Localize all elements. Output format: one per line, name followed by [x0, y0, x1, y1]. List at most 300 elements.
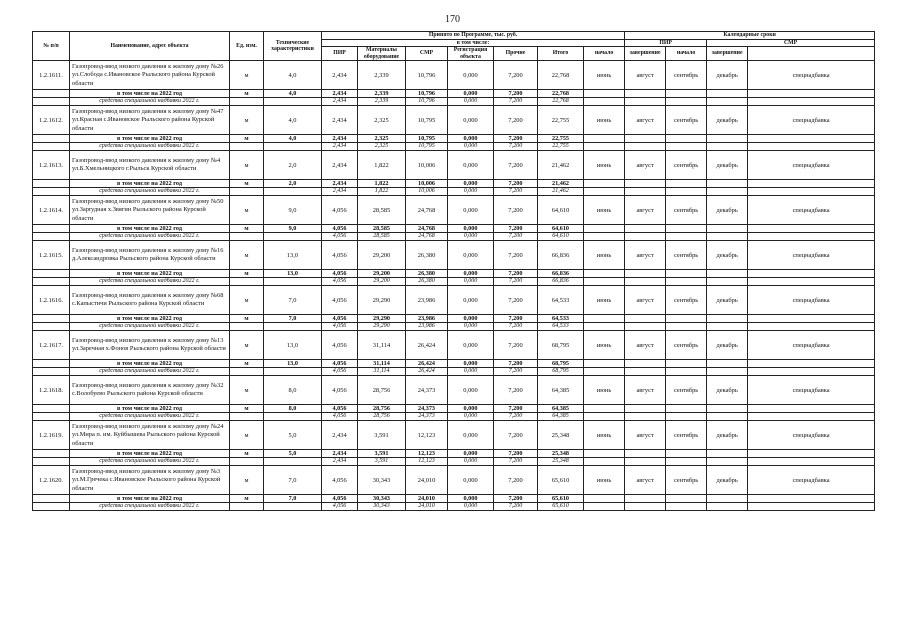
spec-tech	[264, 503, 322, 511]
incl-pir-start	[584, 135, 625, 143]
incl-smr: 10,796	[406, 90, 448, 98]
incl-label: в том числе на 2022 год	[70, 270, 230, 278]
incl-reg: 0,000	[448, 450, 494, 458]
row-unit: м	[230, 151, 264, 180]
incl-tech: 8,0	[264, 405, 322, 413]
incl-num	[33, 180, 70, 188]
spec-2022-row	[33, 503, 875, 511]
incl-2022-row	[33, 360, 875, 368]
spec-2022-row	[33, 368, 875, 376]
row-source: спецнадбавка	[748, 241, 875, 270]
incl-tech: 4,0	[264, 90, 322, 98]
spec-num	[33, 188, 70, 196]
row-name: Газопровод-ввод низкого давления к жилому дому №4 ул.Б.Хмельницкого г.Рыльск Курской области	[70, 151, 230, 180]
incl-tech: 7,0	[264, 315, 322, 323]
incl-reg: 0,000	[448, 180, 494, 188]
row-unit: м	[230, 376, 264, 405]
header-name: Наименование, адрес объекта	[70, 32, 230, 61]
spec-smr: 26,424	[406, 368, 448, 376]
incl-unit: м	[230, 360, 264, 368]
incl-pir-end	[625, 360, 666, 368]
row-smr-start: сентябрь	[666, 151, 707, 180]
incl-smr-end	[707, 450, 748, 458]
row-source: спецнадбавка	[748, 106, 875, 135]
spec-smr: 24,768	[406, 233, 448, 241]
spec-materials: 29,200	[358, 278, 406, 286]
incl-smr: 12,123	[406, 450, 448, 458]
spec-unit	[230, 458, 264, 466]
spec-2022-row	[33, 323, 875, 331]
incl-materials: 2,339	[358, 90, 406, 98]
row-pir: 4,056	[322, 241, 358, 270]
row-source: спецнадбавка	[748, 151, 875, 180]
spec-other: 7,200	[494, 368, 538, 376]
spec-materials: 30,343	[358, 503, 406, 511]
row-source: спецнадбавка	[748, 376, 875, 405]
spec-other: 7,200	[494, 458, 538, 466]
row-unit: м	[230, 241, 264, 270]
incl-label: в том числе на 2022 год	[70, 360, 230, 368]
incl-pir-start	[584, 360, 625, 368]
spec-tech	[264, 458, 322, 466]
spec-smr-start	[666, 98, 707, 106]
incl-smr: 26,424	[406, 360, 448, 368]
object-row	[33, 376, 875, 405]
spec-smr: 26,380	[406, 278, 448, 286]
row-other: 7,200	[494, 286, 538, 315]
incl-materials: 31,114	[358, 360, 406, 368]
row-total: 66,836	[538, 241, 584, 270]
row-pir-end: август	[625, 106, 666, 135]
spec-other: 7,200	[494, 503, 538, 511]
spec-smr-start	[666, 503, 707, 511]
incl-reg: 0,000	[448, 270, 494, 278]
header-cal-smr: СМР	[707, 39, 875, 47]
row-name: Газопровод-ввод низкого давления к жилому дому №50 ул.Заprудная х.Звягин Рыльского района Курской области	[70, 196, 230, 225]
row-pir: 4,056	[322, 286, 358, 315]
spec-reg: 0,000	[448, 233, 494, 241]
incl-reg: 0,000	[448, 495, 494, 503]
spec-pir-start	[584, 413, 625, 421]
spec-num	[33, 503, 70, 511]
row-pir-end: август	[625, 151, 666, 180]
row-tech: 9,0	[264, 196, 322, 225]
spec-source	[748, 98, 875, 106]
spec-pir-end	[625, 323, 666, 331]
incl-smr: 10,006	[406, 180, 448, 188]
spec-unit	[230, 98, 264, 106]
row-reg: 0,000	[448, 376, 494, 405]
row-smr: 26,424	[406, 331, 448, 360]
incl-label: в том числе на 2022 год	[70, 90, 230, 98]
incl-pir-end	[625, 495, 666, 503]
incl-source	[748, 90, 875, 98]
incl-unit: м	[230, 270, 264, 278]
incl-total: 64,533	[538, 315, 584, 323]
header-pir: ПИР	[322, 47, 358, 61]
object-row	[33, 106, 875, 135]
row-total: 64,533	[538, 286, 584, 315]
spec-other: 7,200	[494, 413, 538, 421]
header-pir-start: начало	[584, 47, 625, 61]
row-other: 7,200	[494, 61, 538, 90]
spec-smr: 12,123	[406, 458, 448, 466]
row-name: Газопровод-ввод низкого давления к жилому дому №16 д.Александровка Рыльского района Курской области	[70, 241, 230, 270]
incl-num	[33, 360, 70, 368]
row-smr-end: декабрь	[707, 196, 748, 225]
row-unit: м	[230, 196, 264, 225]
spec-total: 66,836	[538, 278, 584, 286]
spec-label: средства специальной надбавки 2022 г.	[70, 233, 230, 241]
incl-smr-start	[666, 90, 707, 98]
spec-source	[748, 368, 875, 376]
incl-smr-end	[707, 315, 748, 323]
table-body	[33, 61, 875, 511]
incl-pir-start	[584, 315, 625, 323]
row-name: Газопровод-ввод низкого давления к жилому дому №3 ул.М.Гречека с.Ивановское Рыльского района Курской области	[70, 466, 230, 495]
incl-pir-end	[625, 450, 666, 458]
spec-smr-end	[707, 503, 748, 511]
row-tech: 4,0	[264, 106, 322, 135]
header-other: Прочие	[494, 47, 538, 61]
incl-unit: м	[230, 225, 264, 233]
incl-materials: 2,325	[358, 135, 406, 143]
row-reg: 0,000	[448, 61, 494, 90]
row-pir-start: июнь	[584, 421, 625, 450]
spec-unit	[230, 323, 264, 331]
row-pir: 2,434	[322, 61, 358, 90]
row-unit: м	[230, 466, 264, 495]
row-pir: 2,434	[322, 151, 358, 180]
spec-reg: 0,000	[448, 368, 494, 376]
row-name: Газопровод-ввод низкого давления к жилому дому №13 ул.Заречная х.Фонов Рыльского района Курской области	[70, 331, 230, 360]
incl-source	[748, 405, 875, 413]
spec-pir-start	[584, 233, 625, 241]
spec-reg: 0,000	[448, 143, 494, 151]
incl-smr: 10,795	[406, 135, 448, 143]
spec-pir: 4,056	[322, 233, 358, 241]
spec-smr: 24,010	[406, 503, 448, 511]
incl-reg: 0,000	[448, 225, 494, 233]
object-row	[33, 196, 875, 225]
incl-other: 7,200	[494, 90, 538, 98]
incl-tech: 4,0	[264, 135, 322, 143]
row-smr-end: декабрь	[707, 421, 748, 450]
spec-total: 65,610	[538, 503, 584, 511]
row-unit: м	[230, 421, 264, 450]
incl-smr: 24,768	[406, 225, 448, 233]
spec-smr-end	[707, 323, 748, 331]
spec-pir-end	[625, 368, 666, 376]
row-num: 1.2.1614.	[33, 196, 70, 225]
spec-num	[33, 413, 70, 421]
table-header	[33, 32, 875, 61]
incl-smr-end	[707, 405, 748, 413]
row-other: 7,200	[494, 106, 538, 135]
row-unit: м	[230, 106, 264, 135]
row-smr-start: сентябрь	[666, 376, 707, 405]
row-materials: 2,325	[358, 106, 406, 135]
incl-smr-start	[666, 180, 707, 188]
incl-smr-end	[707, 180, 748, 188]
spec-other: 7,200	[494, 98, 538, 106]
spec-smr-end	[707, 278, 748, 286]
row-smr: 12,123	[406, 421, 448, 450]
spec-other: 7,200	[494, 143, 538, 151]
spec-materials: 31,114	[358, 368, 406, 376]
incl-other: 7,200	[494, 135, 538, 143]
incl-materials: 29,200	[358, 270, 406, 278]
spec-pir-start	[584, 98, 625, 106]
incl-num	[33, 495, 70, 503]
incl-pir-end	[625, 270, 666, 278]
row-materials: 3,591	[358, 421, 406, 450]
row-tech: 2,0	[264, 151, 322, 180]
row-num: 1.2.1619.	[33, 421, 70, 450]
spec-total: 64,385	[538, 413, 584, 421]
row-smr-start: сентябрь	[666, 421, 707, 450]
row-reg: 0,000	[448, 331, 494, 360]
incl-tech: 13,0	[264, 360, 322, 368]
spec-2022-row	[33, 413, 875, 421]
row-smr: 10,796	[406, 61, 448, 90]
row-pir-end: август	[625, 241, 666, 270]
row-pir-start: июнь	[584, 61, 625, 90]
object-row	[33, 421, 875, 450]
incl-smr-end	[707, 225, 748, 233]
incl-unit: м	[230, 405, 264, 413]
row-smr: 24,373	[406, 376, 448, 405]
row-total: 25,348	[538, 421, 584, 450]
spec-pir: 4,056	[322, 368, 358, 376]
incl-smr-start	[666, 315, 707, 323]
spec-smr-start	[666, 413, 707, 421]
spec-pir: 2,434	[322, 188, 358, 196]
row-name: Газопровод-ввод низкого давления к жилому дому №26 ул.Слобода с.Ивановское Рыльского района Курской области	[70, 61, 230, 90]
row-pir: 2,434	[322, 106, 358, 135]
incl-num	[33, 315, 70, 323]
row-smr: 24,768	[406, 196, 448, 225]
incl-pir-end	[625, 315, 666, 323]
spec-materials: 2,339	[358, 98, 406, 106]
row-name: Газопровод-ввод низкого давления к жилому дому №47 ул.Красная с.Ивановское Рыльского района Курской области	[70, 106, 230, 135]
spec-materials: 1,822	[358, 188, 406, 196]
spec-label: средства специальной надбавки 2022 г.	[70, 98, 230, 106]
header-smr-start: начало	[666, 47, 707, 61]
spec-materials: 3,591	[358, 458, 406, 466]
incl-pir-start	[584, 495, 625, 503]
incl-reg: 0,000	[448, 360, 494, 368]
spec-2022-row	[33, 188, 875, 196]
incl-other: 7,200	[494, 450, 538, 458]
incl-smr-end	[707, 360, 748, 368]
spec-total: 64,610	[538, 233, 584, 241]
incl-pir-end	[625, 225, 666, 233]
spec-num	[33, 458, 70, 466]
spec-smr-end	[707, 368, 748, 376]
row-pir-start: июнь	[584, 151, 625, 180]
row-tech: 7,0	[264, 466, 322, 495]
incl-tech: 7,0	[264, 495, 322, 503]
incl-pir-start	[584, 225, 625, 233]
row-source: спецнадбавка	[748, 331, 875, 360]
incl-label: в том числе на 2022 год	[70, 180, 230, 188]
spec-total: 22,755	[538, 143, 584, 151]
spec-reg: 0,000	[448, 503, 494, 511]
row-pir-start: июнь	[584, 241, 625, 270]
spec-materials: 29,290	[358, 323, 406, 331]
incl-other: 7,200	[494, 270, 538, 278]
spec-unit	[230, 233, 264, 241]
incl-materials: 28,585	[358, 225, 406, 233]
incl-tech: 13,0	[264, 270, 322, 278]
incl-smr-start	[666, 270, 707, 278]
spec-smr-start	[666, 233, 707, 241]
spec-smr-start	[666, 323, 707, 331]
spec-num	[33, 323, 70, 331]
row-tech: 5,0	[264, 421, 322, 450]
spec-source	[748, 503, 875, 511]
row-other: 7,200	[494, 331, 538, 360]
row-num: 1.2.1612.	[33, 106, 70, 135]
row-other: 7,200	[494, 466, 538, 495]
row-smr-end: декабрь	[707, 376, 748, 405]
incl-total: 64,385	[538, 405, 584, 413]
row-reg: 0,000	[448, 151, 494, 180]
row-smr: 23,986	[406, 286, 448, 315]
row-materials: 2,339	[358, 61, 406, 90]
incl-pir-end	[625, 180, 666, 188]
spec-tech	[264, 368, 322, 376]
row-materials: 31,114	[358, 331, 406, 360]
row-materials: 29,290	[358, 286, 406, 315]
spec-unit	[230, 503, 264, 511]
row-total: 22,768	[538, 61, 584, 90]
spec-smr-start	[666, 458, 707, 466]
incl-materials: 30,343	[358, 495, 406, 503]
incl-smr: 24,010	[406, 495, 448, 503]
spec-pir-end	[625, 233, 666, 241]
spec-reg: 0,000	[448, 98, 494, 106]
spec-pir: 4,056	[322, 278, 358, 286]
header-materials: Материалы оборудование	[358, 47, 406, 61]
incl-smr-start	[666, 225, 707, 233]
row-total: 22,755	[538, 106, 584, 135]
row-total: 64,385	[538, 376, 584, 405]
spec-reg: 0,000	[448, 278, 494, 286]
spec-pir: 2,434	[322, 458, 358, 466]
incl-total: 25,348	[538, 450, 584, 458]
row-pir-start: июнь	[584, 376, 625, 405]
spec-smr: 10,795	[406, 143, 448, 151]
spec-materials: 28,756	[358, 413, 406, 421]
spec-tech	[264, 413, 322, 421]
incl-tech: 9,0	[264, 225, 322, 233]
spec-pir-end	[625, 98, 666, 106]
incl-pir: 4,056	[322, 405, 358, 413]
spec-pir: 4,056	[322, 323, 358, 331]
header-pir-end: завершение	[625, 47, 666, 61]
spec-smr-end	[707, 458, 748, 466]
incl-2022-row	[33, 450, 875, 458]
spec-source	[748, 323, 875, 331]
spec-total: 68,795	[538, 368, 584, 376]
spec-tech	[264, 143, 322, 151]
incl-total: 68,795	[538, 360, 584, 368]
spec-pir-end	[625, 413, 666, 421]
row-smr-end: декабрь	[707, 106, 748, 135]
incl-tech: 5,0	[264, 450, 322, 458]
incl-label: в том числе на 2022 год	[70, 135, 230, 143]
row-smr-start: сентябрь	[666, 286, 707, 315]
spec-source	[748, 458, 875, 466]
spec-smr-start	[666, 368, 707, 376]
incl-tech: 2,0	[264, 180, 322, 188]
row-source: спецнадбавка	[748, 286, 875, 315]
spec-smr-end	[707, 143, 748, 151]
incl-pir: 2,434	[322, 450, 358, 458]
spec-smr-end	[707, 413, 748, 421]
spec-pir-start	[584, 368, 625, 376]
incl-pir-start	[584, 405, 625, 413]
row-pir-end: август	[625, 376, 666, 405]
spec-pir-start	[584, 278, 625, 286]
incl-pir-start	[584, 180, 625, 188]
spec-source	[748, 188, 875, 196]
incl-2022-row	[33, 180, 875, 188]
row-total: 21,462	[538, 151, 584, 180]
row-other: 7,200	[494, 241, 538, 270]
incl-other: 7,200	[494, 405, 538, 413]
incl-label: в том числе на 2022 год	[70, 405, 230, 413]
row-materials: 29,200	[358, 241, 406, 270]
row-tech: 8,0	[264, 376, 322, 405]
incl-pir-end	[625, 90, 666, 98]
incl-source	[748, 360, 875, 368]
incl-total: 66,836	[538, 270, 584, 278]
spec-pir: 2,434	[322, 143, 358, 151]
row-num: 1.2.1617.	[33, 331, 70, 360]
spec-label: средства специальной надбавки 2022 г.	[70, 188, 230, 196]
spec-smr-start	[666, 143, 707, 151]
row-smr-start: сентябрь	[666, 61, 707, 90]
row-pir: 2,434	[322, 421, 358, 450]
spec-source	[748, 233, 875, 241]
spec-pir-end	[625, 458, 666, 466]
incl-smr-end	[707, 495, 748, 503]
incl-reg: 0,000	[448, 315, 494, 323]
spec-pir-start	[584, 188, 625, 196]
row-smr: 10,006	[406, 151, 448, 180]
spec-smr-start	[666, 188, 707, 196]
row-other: 7,200	[494, 196, 538, 225]
spec-reg: 0,000	[448, 188, 494, 196]
incl-other: 7,200	[494, 315, 538, 323]
row-smr-end: декабрь	[707, 61, 748, 90]
row-reg: 0,000	[448, 106, 494, 135]
incl-2022-row	[33, 270, 875, 278]
row-pir-start: июнь	[584, 331, 625, 360]
row-pir-end: август	[625, 286, 666, 315]
incl-num	[33, 450, 70, 458]
incl-label: в том числе на 2022 год	[70, 225, 230, 233]
row-pir: 4,056	[322, 466, 358, 495]
row-unit: м	[230, 331, 264, 360]
incl-total: 21,462	[538, 180, 584, 188]
header-cal-pir: ПИР	[625, 39, 707, 47]
incl-reg: 0,000	[448, 405, 494, 413]
row-smr: 26,380	[406, 241, 448, 270]
